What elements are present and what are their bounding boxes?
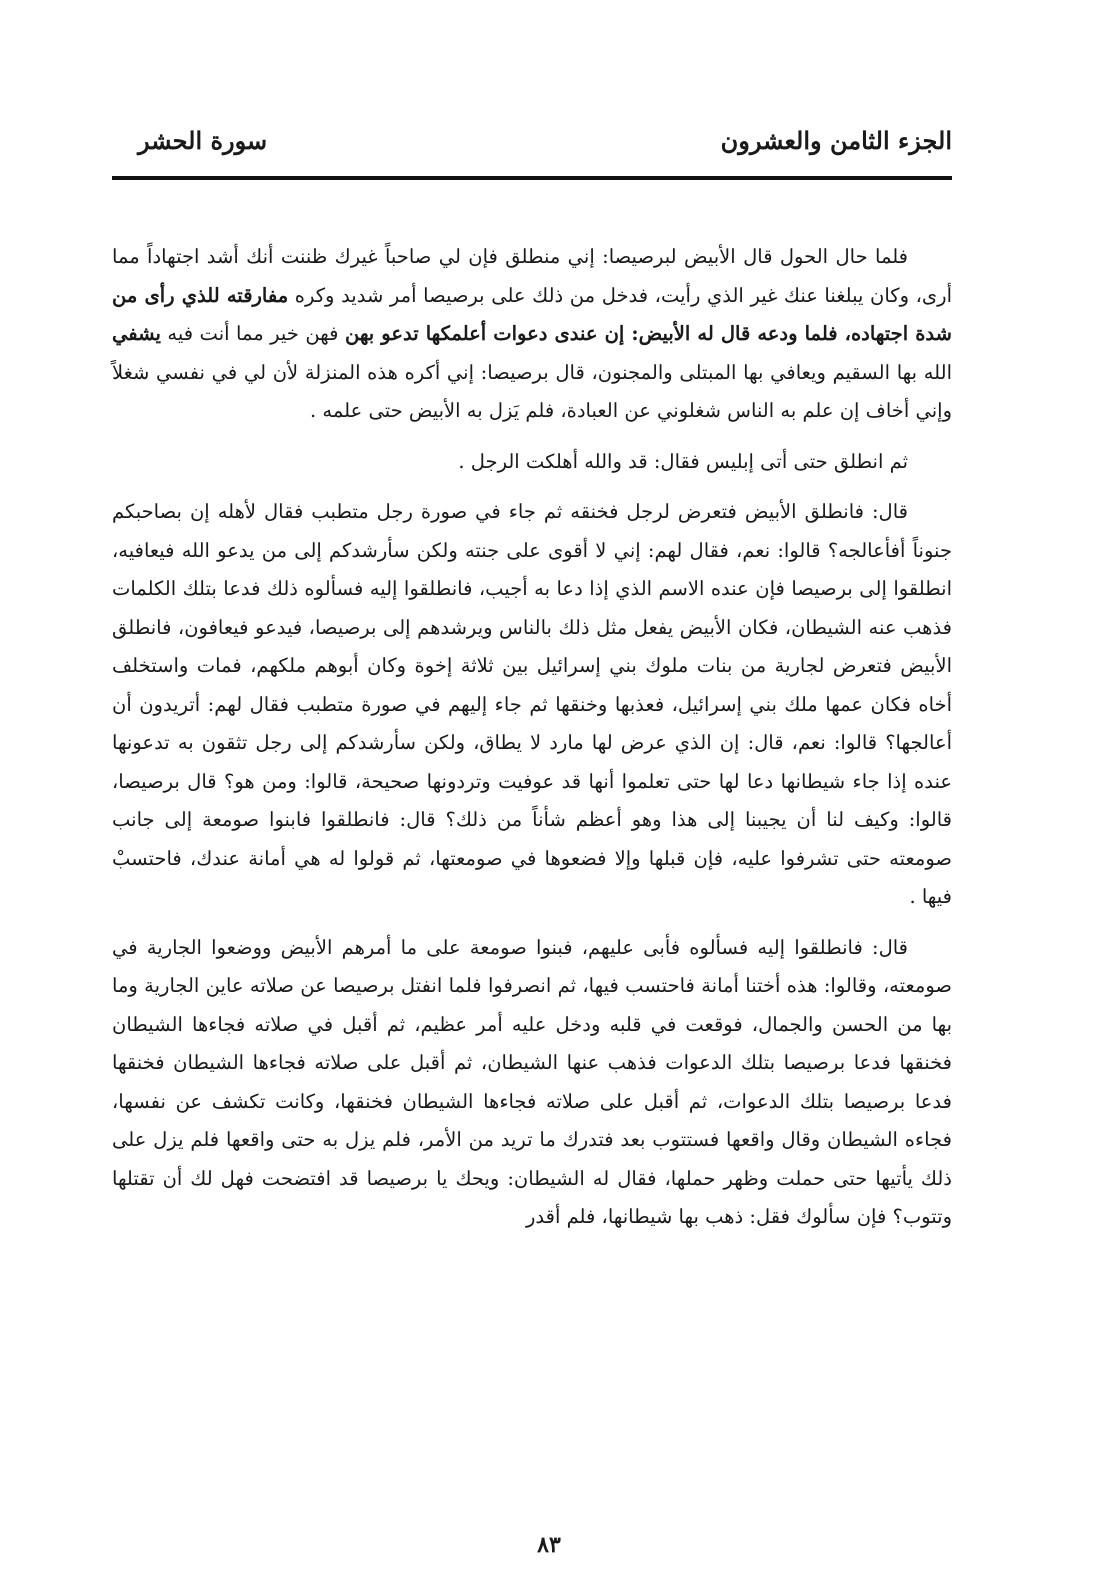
- paragraph-1-end: الله بها السقيم ويعافي بها المبتلى والمجنون، قال برصيصا: إني أكره هذه المنزلة لأن لي في نفسي شغلاً وإني أخاف إن علم به الناس شغلوني عن العبادة، فلم يَزل به الأبيض حتى علمه .: [112, 360, 952, 422]
- paragraph-1: [112, 238, 952, 431]
- header-rule: [112, 176, 952, 180]
- paragraph-4: قال: فانطلقوا إليه فسألوه فأبى عليهم، فبنوا صومعة على ما أمرهم الأبيض ووضعوا الجارية في صومعته، وقالوا: هذه أختنا أمانة فاحتسب فيها، ثم انصرفوا فلما انفتل برصيصا عن صلاته عاين الجارية وما بها من الحسن والجمال، فوقعت في قلبه ودخل عليه أمر عظيم، ثم أقبل في صلاته فجاءها الشيطان فخنقها فدعا برصيصا بتلك الدعوات فذهب عنها الشيطان، ثم أقبل على صلاته فجاءها الشيطان فخنقها فدعا برصيصا بتلك الدعوات، ثم أقبل على صلاته فجاءها الشيطان فخنقها، وكانت تكشف عن نفسها، فجاءه الشيطان وقال واقعها فستتوب بعد فتدرك ما تريد من الأمر، فلم يزل به حتى واقعها فلم يزل على ذلك يأتيها حتى حملت وظهر حملها، فقال له الشيطان: ويحك يا برصيصا قد افتضحت فهل لك أن تقتلها وتتوب؟ فإن سألوك فقل: ذهب بها شيطانها، فلم أقدر: [112, 935, 952, 1228]
- paragraph-2: ثم انطلق حتى أتى إبليس فقال: قد والله أهلكت الرجل .: [458, 449, 908, 473]
- part-title: الجزء الثامن والعشرون: [720, 126, 952, 155]
- paragraph-1-intro: فلما حال الحول قال الأبيض لبرصيصا: إني منطلق فإن لي صاحباً غيرك ظننت أنك أشد اجتهاداً مما أرى، وكان يبلغنا عنك غير الذي رأيت، فدخل من ذلك على برصيصا أمر شديد وكره: [112, 245, 952, 307]
- bold-phrase-dawat: مفارقته للذي رأى من شدة اجتهاده، فلما ودعه قال له الأبيض: إن عندى دعوات أعلمكها تدعو بهن: [112, 283, 952, 345]
- surah-title: سورة الحشر: [138, 126, 268, 155]
- bold-word-yashfi: يشفي: [112, 322, 161, 345]
- paragraph-1-middle: فهن خير مما أنت فيه: [160, 322, 345, 345]
- running-header: [112, 124, 952, 164]
- paragraph-3: قال: فانطلق الأبيض فتعرض لرجل فخنقه ثم جاء في صورة رجل متطبب فقال لأهله إن بصاحبكم جنوناً أفأعالجه؟ قالوا: نعم، فقال لهم: إني لا أقوى على جنته ولكن سأرشدكم إلى من يدعو الله فيعافيه، انطلقوا إلى برصيصا فإن عنده الاسم الذي إذا دعا به أجيب، فانطلقوا إليه فسألوه ذلك فدعا بتلك الكلمات فذهب عنه الشيطان، فكان الأبيض يفعل مثل ذلك بالناس ويرشدهم إلى برصيصا، فيدعو فيعافون، فانطلق الأبيض فتعرض لجارية من بنات ملوك بني إسرائيل بين ثلاثة إخوة وكان أبوهم ملكهم، فمات واستخلف أخاه فكان عمها ملك بني إسرائيل، فعذبها وخنقها ثم جاء إليهم في صورة متطبب فقال لهم: أتريدون أن أعالجها؟ قالوا: نعم، قال: إن الذي عرض لها مارد لا يطاق، ولكن سأرشدكم إلى رجل تثقون به تدعونها عنده إذا جاء شيطانها دعا لها حتى تعلموا أنها قد عوفيت وتردونها صحيحة، قالوا: ومن هو؟ قال برصيصا، قالوا: وكيف لنا أن يجيبنا إلى هذا وهو أعظم شأناً من ذلك؟ قال: فانطلقوا فابنوا صومعة إلى جانب صومعته حتى تشرفوا عليه، فإن قبلها وإلا فضعوها في صومعتها، ثم قولوا له هي أمانة عندك، فاحتسبْ فيها .: [112, 500, 952, 908]
- main-text: [112, 238, 952, 1249]
- page-number: ٨٣: [537, 1532, 561, 1558]
